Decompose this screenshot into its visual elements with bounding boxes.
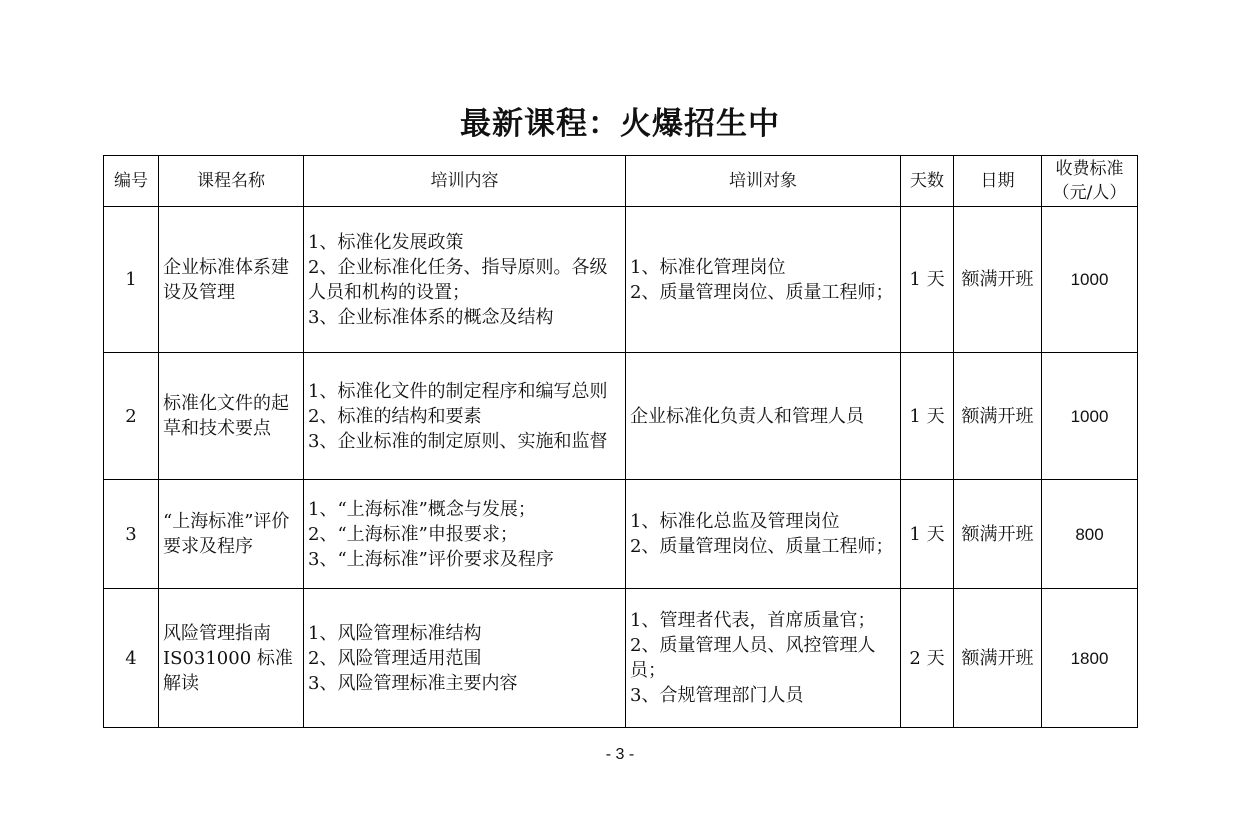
page-number: - 3 - bbox=[605, 746, 635, 763]
row-date: 额满开班 bbox=[954, 480, 1042, 589]
header-content: 培训内容 bbox=[304, 156, 626, 207]
table-row bbox=[104, 353, 1138, 480]
row-days: 2 天 bbox=[901, 589, 954, 728]
row-audience bbox=[626, 480, 901, 589]
page-title: 最新课程：火爆招生中 bbox=[460, 106, 780, 142]
content-line: 1、“上海标准”概念与发展； bbox=[308, 498, 536, 520]
table-header-row bbox=[104, 156, 1138, 207]
course-table bbox=[103, 155, 1138, 728]
row-name: 企业标准体系建设及管理 bbox=[159, 207, 304, 353]
header-date: 日期 bbox=[954, 156, 1042, 207]
audience-line: 1、管理者代表，首席质量官； bbox=[630, 610, 876, 631]
row-name: 标准化文件的起草和技术要点 bbox=[159, 353, 304, 480]
row-days: 1 天 bbox=[901, 353, 954, 480]
header-audience: 培训对象 bbox=[626, 156, 901, 207]
row-fee: 1000 bbox=[1042, 353, 1138, 480]
header-id: 编号 bbox=[104, 156, 159, 207]
header-name: 课程名称 bbox=[159, 156, 304, 207]
content-line: 1、标准化发展政策 bbox=[308, 231, 464, 253]
row-content bbox=[304, 207, 626, 353]
row-content bbox=[304, 480, 626, 589]
row-id: 4 bbox=[104, 589, 159, 728]
table-row bbox=[104, 480, 1138, 589]
table-row bbox=[104, 589, 1138, 728]
row-name: “上海标准”评价要求及程序 bbox=[159, 480, 304, 589]
row-audience bbox=[626, 353, 901, 480]
row-audience bbox=[626, 589, 901, 728]
content-line: 2、“上海标准”申报要求； bbox=[308, 523, 518, 545]
content-line: 1、标准化文件的制定程序和编写总则 bbox=[308, 380, 608, 402]
row-fee: 1800 bbox=[1042, 589, 1138, 728]
row-id: 3 bbox=[104, 480, 159, 589]
row-days: 1 天 bbox=[901, 480, 954, 589]
header-fee-line2: （元/人） bbox=[1052, 183, 1127, 203]
row-fee: 800 bbox=[1042, 480, 1138, 589]
row-id: 1 bbox=[104, 207, 159, 353]
row-date: 额满开班 bbox=[954, 353, 1042, 480]
audience-line: 1、标准化管理岗位 bbox=[630, 256, 786, 278]
content-line: 1、风险管理标准结构 bbox=[308, 622, 482, 644]
row-audience bbox=[626, 207, 901, 353]
row-date: 额满开班 bbox=[954, 589, 1042, 728]
row-content bbox=[304, 353, 626, 480]
table-row bbox=[104, 207, 1138, 353]
audience-line: 2、质量管理岗位、质量工程师； bbox=[630, 281, 894, 303]
content-line: 3、“上海标准”评价要求及程序 bbox=[308, 548, 554, 570]
audience-line: 3、合规管理部门人员 bbox=[630, 685, 804, 706]
header-fee-line1: 收费标准 bbox=[1055, 159, 1124, 179]
audience-line: 1、标准化总监及管理岗位 bbox=[630, 511, 840, 532]
content-line: 2、企业标准化任务、指导原则。各级人员和机构的设置； bbox=[308, 256, 608, 303]
audience-line: 2、质量管理岗位、质量工程师； bbox=[630, 536, 894, 557]
header-days: 天数 bbox=[901, 156, 954, 207]
content-line: 3、企业标准的制定原则、实施和监督 bbox=[308, 430, 608, 452]
row-date: 额满开班 bbox=[954, 207, 1042, 353]
content-line: 2、标准的结构和要素 bbox=[308, 405, 482, 427]
row-days: 1 天 bbox=[901, 207, 954, 353]
row-id: 2 bbox=[104, 353, 159, 480]
content-line: 2、风险管理适用范围 bbox=[308, 647, 482, 669]
audience-line: 企业标准化负责人和管理人员 bbox=[630, 405, 864, 427]
row-fee: 1000 bbox=[1042, 207, 1138, 353]
header-fee bbox=[1042, 156, 1138, 207]
row-content bbox=[304, 589, 626, 728]
audience-line: 2、质量管理人员、风控管理人员； bbox=[630, 635, 876, 681]
content-line: 3、企业标准体系的概念及结构 bbox=[308, 306, 554, 328]
row-name: 风险管理指南IS031000 标准解读 bbox=[159, 589, 304, 728]
content-line: 3、风险管理标准主要内容 bbox=[308, 672, 518, 694]
